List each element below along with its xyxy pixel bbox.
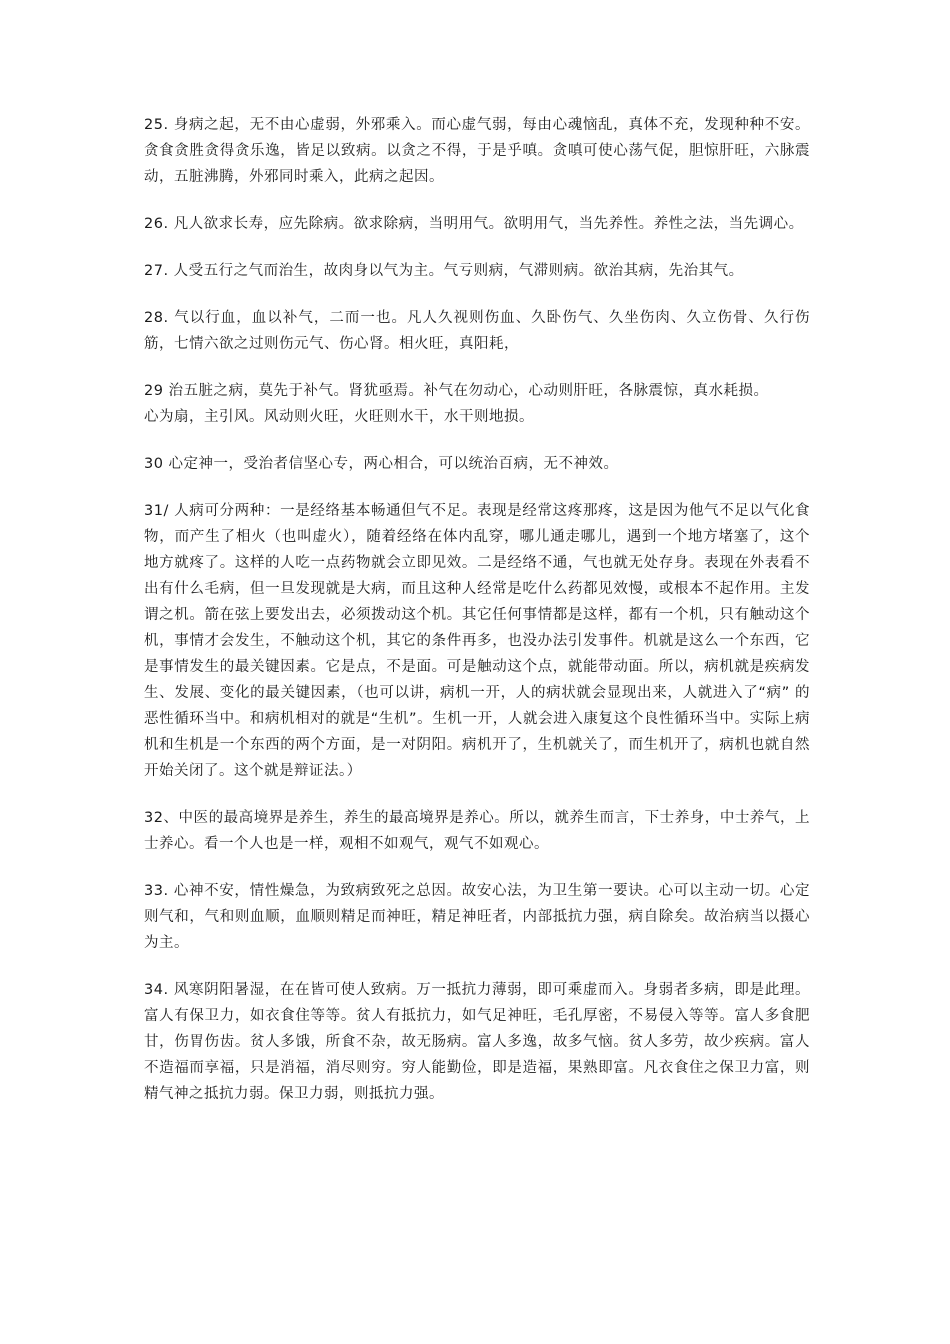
paragraph-26: 26. 凡人欲求长寿，应先除病。欲求除病，当明用气。欲明用气，当先养性。养性之法，当先调心。 (144, 216, 804, 232)
paragraph-32: 32、中医的最高境界是养生，养生的最高境界是养心。所以，就养生而言，下士养身，中士养气，上士养心。看一个人也是一样，观相不如观气，观气不如观心。 (144, 810, 810, 852)
paragraph-28: 28. 气以行血，血以补气，二而一也。凡人久视则伤血、久卧伤气、久坐伤肉、久立伤骨、久行伤筋，七情六欲之过则伤元气、伤心肾。相火旺，真阳耗， (144, 310, 810, 352)
paragraph-29: 29 治五脏之病，莫先于补气。肾犹亟焉。补气在勿动心，心动则肝旺，各脉震惊，真水耗损。 (144, 383, 769, 399)
paragraph-31: 31/ 人病可分两种：一是经络基本畅通但气不足。表现是经常这疼那疼，这是因为他气不足以气化食物，而产生了相火（也叫虚火），随着经络在体内乱穿，哪儿通走哪儿，遇到一个地方堵塞了，这个地方就疼了。这样的人吃一点药物就会立即见效。二是经络不通，气也就无处存身。表现在外表看不出有什么毛病，但一旦发现就是大病，而且这种人经常是吃什么药都见效慢，或根本不起作用。主发谓之机。箭在弦上要发出去，必须拨动这个机。其它任何事情都是这样，都有一个机，只有触动这个机，事情才会发生，不触动这个机，其它的条件再多，也没办法引发事件。机就是这么一个东西，它是事情发生的最关键因素。它是点，不是面。可是触动这个点，就能带动面。所以，病机就是疾病发生、发展、变化的最关键因素，（也可以讲，病机一开，人的病状就会显现出来，人就进入了“病” 的恶性循环当中。和病机相对的就是“生机”。生机一开，人就会进入康复这个良性循环当中。实际上病机和生机是一个东西的两个方面，是一对阴阳。病机开了，生机就关了，而生机开了，病机也就自然开始关闭了。这个就是辩证法。） (144, 503, 810, 779)
document-page (144, 112, 810, 1128)
paragraph-33: 33. 心神不安，情性燥急，为致病致死之总因。故安心法，为卫生第一要诀。心可以主动一切。心定则气和，气和则血顺，血顺则精足而神旺，精足神旺者，内部抵抗力强，病自除矣。故治病当以摄心为主。 (144, 883, 810, 951)
paragraph-29-continued: 心为扇，主引风。风动则火旺，火旺则水干，水干则地损。 (144, 409, 534, 425)
paragraph-34: 34. 风寒阴阳暑湿，在在皆可使人致病。万一抵抗力薄弱，即可乘虚而入。身弱者多病，即是此理。富人有保卫力，如衣食住等等。贫人有抵抗力，如气足神旺，毛孔厚密，不易侵入等等。富人多食肥甘，伤胃伤齿。贫人多饿，所食不杂，故无肠病。富人多逸，故多气恼。贫人多劳，故少疾病。富人不造福而享福，只是消福，消尽则穷。穷人能勤俭，即是造福，果熟即富。凡衣食住之保卫力富，则精气神之抵抗力弱。保卫力弱，则抵抗力强。 (144, 982, 810, 1102)
paragraph-30: 30 心定神一，受治者信坚心专，两心相合，可以统治百病，无不神效。 (144, 456, 619, 472)
paragraph-25: 25. 身病之起，无不由心虚弱，外邪乘入。而心虚气弱，每由心魂恼乱，真体不充，发现种种不安。贪食贪胜贪得贪乐逸，皆足以致病。以贪之不得，于是乎嗔。贪嗔可使心荡气促，胆惊肝旺，六脉震动，五脏沸腾，外邪同时乘入，此病之起因。 (144, 117, 810, 185)
paragraph-27: 27. 人受五行之气而治生，故肉身以气为主。气亏则病，气滞则病。欲治其病，先治其气。 (144, 263, 744, 279)
